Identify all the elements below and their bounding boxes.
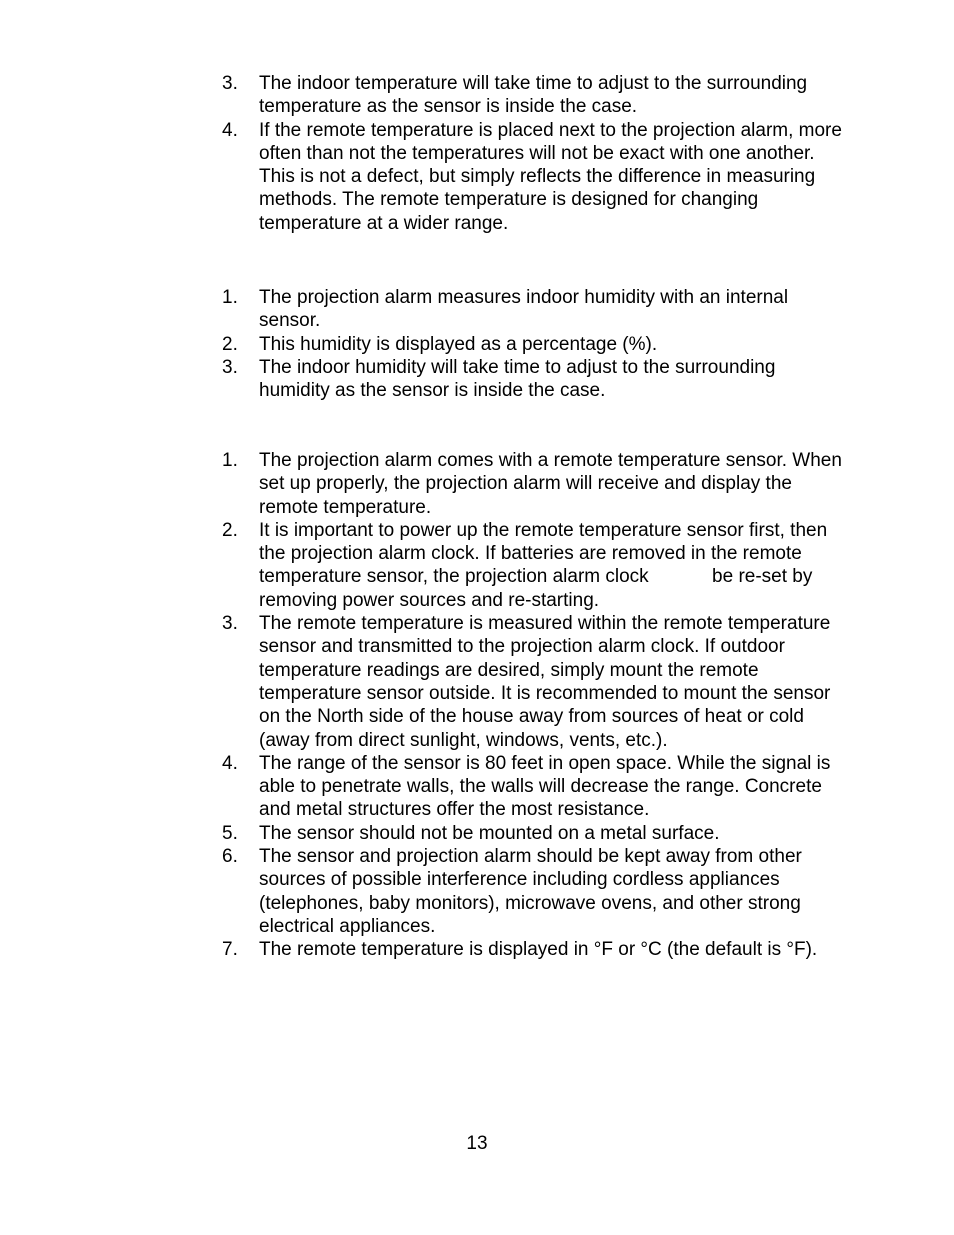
item-text: The range of the sensor is 80 feet in open space. While the signal is able to penetrate walls, the walls will decrease the range. Concrete and metal structures offer the most resistance. — [259, 752, 831, 821]
list-item — [222, 845, 842, 938]
item-number: 4. — [222, 752, 238, 774]
list-item — [222, 938, 842, 961]
item-text: It is important to power up the remote temperature sensor first, then the projection alarm clock. If batteries are removed in the remote temperature sensor, the projection alarm clock be re-set by removing power sources and re-starting. — [259, 519, 833, 611]
item-number: 4. — [222, 119, 238, 141]
list-item — [222, 822, 842, 845]
item-text: The remote temperature is displayed in °F or °C (the default is °F). — [259, 939, 818, 961]
item-number: 3. — [222, 73, 238, 94]
item-text: This humidity is displayed as a percentage (%). — [259, 333, 658, 355]
item-number: 1. — [222, 287, 238, 308]
list-item — [222, 519, 842, 612]
item-text: The sensor should not be mounted on a metal surface. — [259, 822, 720, 844]
item-text: The projection alarm comes with a remote temperature sensor. When set up properly, the projection alarm will receive and display the remote temperature. — [259, 450, 842, 518]
item-text: The sensor and projection alarm should be kept away from other sources of possible interference including cordless appliances (telephones, baby monitors), microwave ovens, and other strong electrical appliances. — [259, 846, 802, 937]
item-text: The remote temperature is measured within the remote temperature sensor and transmitted to the projection alarm clock. If outdoor temperature readings are desired, simply mount the remote temperature sensor outside. It is recommended to mount the sensor on the North side of the house away from sources of heat or cold (away from direct sunlight, windows, vents, etc.). — [259, 613, 831, 751]
item-text: The indoor humidity will take time to adjust to the surrounding humidity as the sensor is inside the case. — [259, 356, 776, 402]
list-item — [222, 752, 842, 822]
humidity-notes-list — [222, 286, 842, 402]
item-text: The projection alarm measures indoor humidity with an internal sensor. — [259, 287, 789, 332]
item-number: 5. — [222, 822, 238, 844]
item-number: 2. — [222, 519, 238, 541]
remote-sensor-notes-list — [222, 449, 842, 962]
item-text: The indoor temperature will take time to adjust to the surrounding temperature as the sensor is inside the case. — [259, 73, 808, 118]
item-number: 3. — [222, 613, 238, 635]
list-item — [222, 449, 842, 519]
item-number: 6. — [222, 846, 238, 868]
list-item — [222, 119, 842, 235]
list-item — [222, 356, 842, 403]
list-item — [222, 286, 842, 333]
item-number: 7. — [222, 939, 238, 961]
list-item — [222, 612, 842, 752]
item-number: 3. — [222, 356, 238, 378]
list-item — [222, 333, 842, 356]
item-number: 2. — [222, 333, 238, 355]
item-number: 1. — [222, 450, 238, 471]
temperature-notes-list — [222, 72, 842, 235]
item-text: If the remote temperature is placed next to the projection alarm, more often than not the temperatures will not be exact with one another. This is not a defect, but simply reflects the difference in measuring methods. The remote temperature is designed for changing temperature at a wider range. — [259, 119, 842, 234]
page-number: 13 — [466, 1133, 488, 1154]
list-item — [222, 72, 842, 119]
